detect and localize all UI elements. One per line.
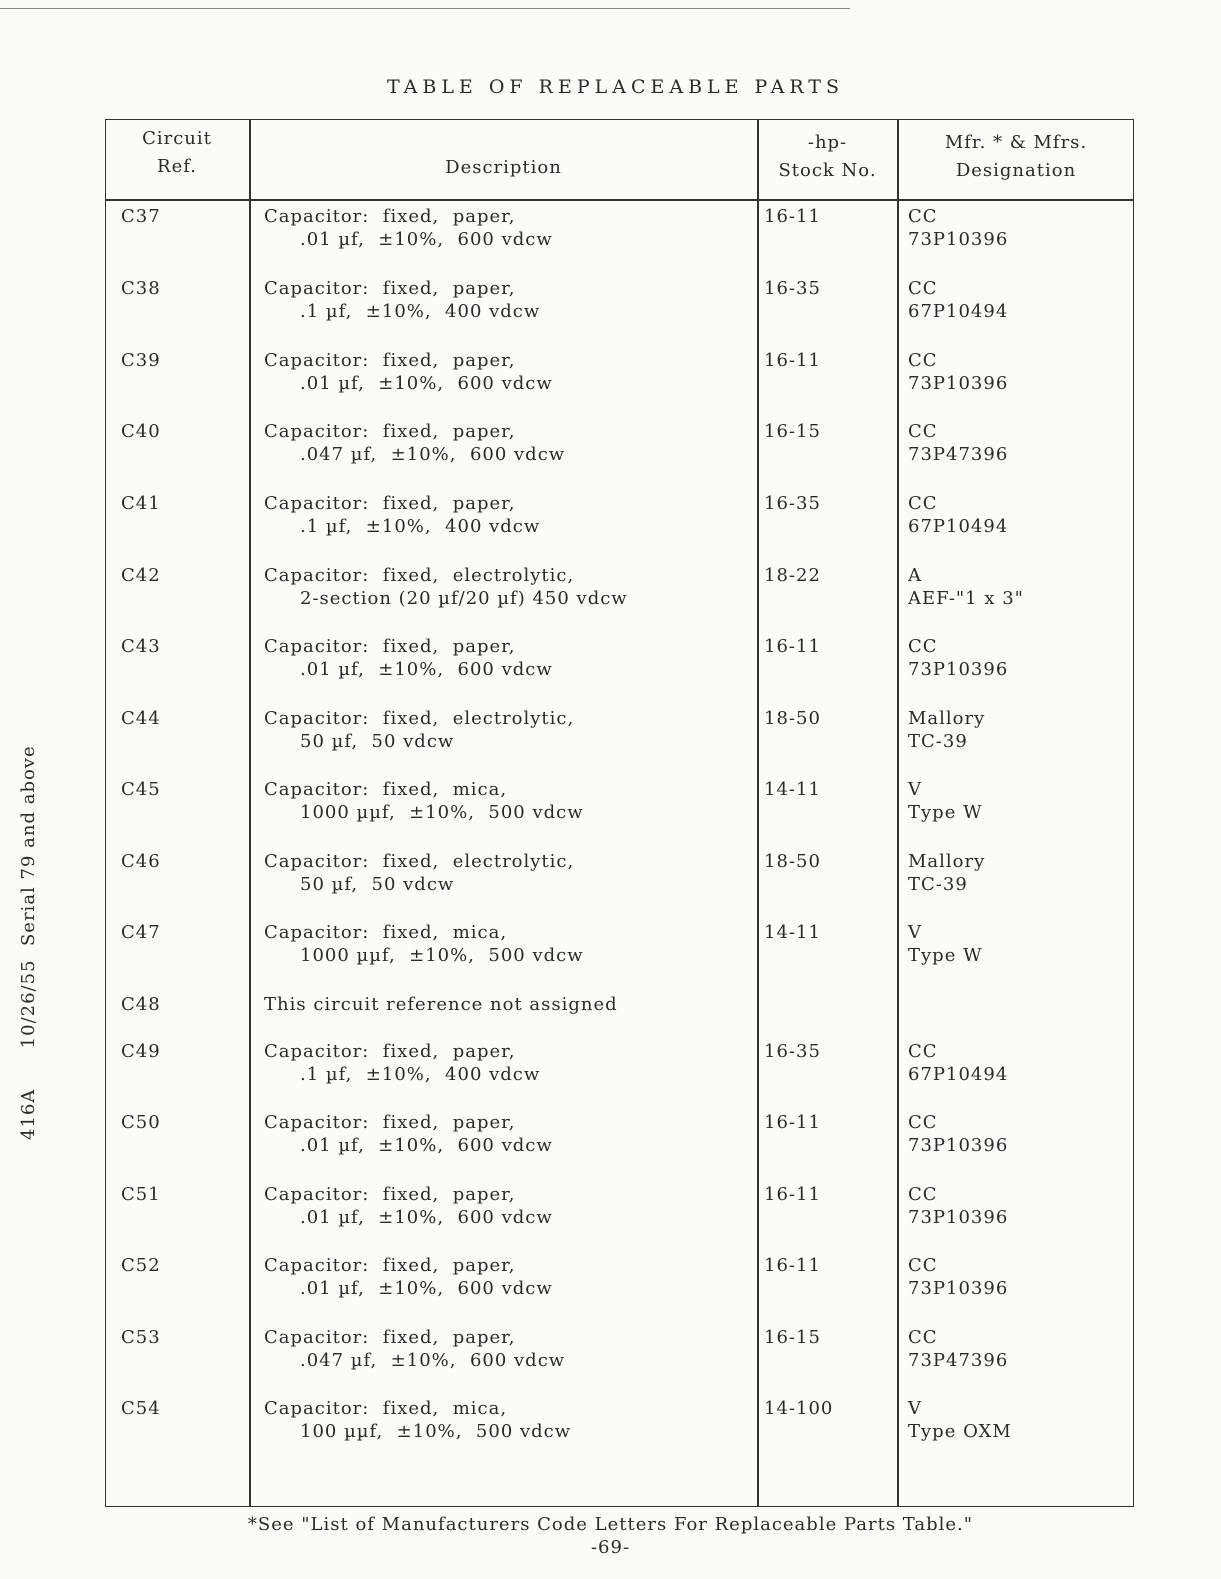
- stock-number: 16-15: [764, 1327, 821, 1348]
- description-line: 2-section (20 µf/20 µf) 450 vdcw: [300, 588, 628, 609]
- description-line: This circuit reference not assigned: [264, 994, 618, 1015]
- manufacturer-designation: [908, 205, 1008, 251]
- designation: 73P47396: [908, 444, 1009, 465]
- manufacturer-code: V: [908, 779, 922, 800]
- description-line: .01 µf, ±10%, 600 vdcw: [300, 659, 553, 680]
- stock-number: 18-50: [764, 708, 821, 729]
- circuit-ref: C38: [121, 278, 161, 299]
- stock-number: 16-11: [764, 206, 821, 227]
- table-row: [105, 1040, 1134, 1112]
- manufacturer-code: CC: [908, 421, 938, 442]
- circuit-ref: C49: [121, 1041, 161, 1062]
- circuit-ref: C39: [121, 350, 161, 371]
- manufacturer-designation: [908, 850, 985, 896]
- manufacturer-code: CC: [908, 350, 938, 371]
- table-row: [105, 349, 1134, 421]
- description-line: .01 µf, ±10%, 600 vdcw: [300, 1207, 553, 1228]
- circuit-ref: C50: [121, 1112, 161, 1133]
- header-text: Stock No.: [778, 160, 877, 181]
- circuit-ref: C47: [121, 922, 161, 943]
- manufacturer-code: CC: [908, 1327, 938, 1348]
- manufacturer-code: Mallory: [908, 708, 986, 729]
- description: [264, 349, 553, 395]
- designation: TC-39: [908, 731, 968, 752]
- manufacturer-designation: [908, 1040, 1008, 1086]
- header-divider: [105, 199, 1134, 201]
- manufacturer-designation: [908, 349, 1008, 395]
- stock-number: 16-35: [764, 493, 821, 514]
- description-line: Capacitor: fixed, paper,: [264, 1327, 516, 1348]
- manufacturer-code: V: [908, 922, 922, 943]
- stock-number: 14-11: [764, 922, 821, 943]
- description: [264, 635, 553, 681]
- designation: 73P10396: [908, 229, 1009, 250]
- manufacturer-designation: [908, 707, 985, 753]
- description-line: Capacitor: fixed, paper,: [264, 421, 516, 442]
- designation: 73P10396: [908, 1135, 1009, 1156]
- circuit-ref: C52: [121, 1255, 161, 1276]
- description-line: .01 µf, ±10%, 600 vdcw: [300, 1135, 553, 1156]
- table-row: [105, 850, 1134, 922]
- manufacturer-designation: [908, 1254, 1008, 1300]
- manufacturer-code: CC: [908, 493, 938, 514]
- designation: 67P10494: [908, 1064, 1009, 1085]
- description: [264, 277, 540, 323]
- header-manufacturer: [898, 129, 1134, 185]
- circuit-ref: C48: [121, 994, 161, 1015]
- description-line: Capacitor: fixed, paper,: [264, 350, 516, 371]
- table-row: [105, 564, 1134, 636]
- designation: Type OXM: [908, 1421, 1012, 1442]
- side-note: 416A 10/26/55 Serial 79 and above: [18, 745, 39, 1140]
- description-line: 100 µµf, ±10%, 500 vdcw: [300, 1421, 572, 1442]
- description-line: Capacitor: fixed, mica,: [264, 922, 508, 943]
- manufacturer-code: CC: [908, 1184, 938, 1205]
- manufacturer-designation: [908, 420, 1008, 466]
- description-line: .1 µf, ±10%, 400 vdcw: [300, 301, 541, 322]
- designation: 67P10494: [908, 301, 1009, 322]
- description: [264, 1040, 540, 1086]
- circuit-ref: C43: [121, 636, 161, 657]
- designation: 73P10396: [908, 373, 1009, 394]
- stock-number: 16-11: [764, 1255, 821, 1276]
- circuit-ref: C37: [121, 206, 161, 227]
- description-line: Capacitor: fixed, electrolytic,: [264, 851, 575, 872]
- stock-number: 18-22: [764, 565, 821, 586]
- description-line: .01 µf, ±10%, 600 vdcw: [300, 373, 553, 394]
- circuit-ref: C42: [121, 565, 161, 586]
- manufacturer-designation: [908, 277, 1008, 323]
- description: [264, 492, 540, 538]
- header-description: Description: [445, 157, 562, 178]
- circuit-ref: C40: [121, 421, 161, 442]
- table-row: [105, 1397, 1134, 1469]
- description: [264, 850, 574, 896]
- designation: AEF-"1 x 3": [908, 588, 1024, 609]
- table-row: [105, 921, 1134, 993]
- manufacturer-designation: [908, 1397, 1012, 1443]
- designation: Type W: [908, 802, 983, 823]
- description-line: Capacitor: fixed, paper,: [264, 278, 516, 299]
- circuit-ref: C53: [121, 1327, 161, 1348]
- top-rule: [0, 8, 850, 9]
- manufacturer-designation: [908, 1183, 1008, 1229]
- description-line: 1000 µµf, ±10%, 500 vdcw: [300, 945, 584, 966]
- table-row: [105, 635, 1134, 707]
- manufacturer-code: Mallory: [908, 851, 986, 872]
- manufacturer-designation: [908, 564, 1024, 610]
- description-line: .1 µf, ±10%, 400 vdcw: [300, 1064, 541, 1085]
- stock-number: 14-11: [764, 779, 821, 800]
- description-line: .01 µf, ±10%, 600 vdcw: [300, 1278, 553, 1299]
- description-line: 1000 µµf, ±10%, 500 vdcw: [300, 802, 584, 823]
- footnote: *See "List of Manufacturers Code Letters For Replaceable Parts Table.": [247, 1514, 974, 1535]
- description-line: 50 µf, 50 vdcw: [300, 874, 455, 895]
- description-line: .01 µf, ±10%, 600 vdcw: [300, 229, 553, 250]
- table-row: [105, 1326, 1134, 1398]
- designation: 73P10396: [908, 1207, 1009, 1228]
- table-row: [105, 277, 1134, 349]
- manufacturer-designation: [908, 492, 1008, 538]
- description-line: Capacitor: fixed, paper,: [264, 1041, 516, 1062]
- description-line: Capacitor: fixed, paper,: [264, 1112, 516, 1133]
- stock-number: 16-11: [764, 636, 821, 657]
- circuit-ref: C41: [121, 493, 161, 514]
- description: [264, 1111, 553, 1157]
- table-row: [105, 707, 1134, 779]
- description: [264, 205, 553, 251]
- header-circuit-ref: [105, 125, 249, 181]
- designation: Type W: [908, 945, 983, 966]
- manufacturer-designation: [908, 635, 1008, 681]
- stock-number: 16-15: [764, 421, 821, 442]
- stock-number: 16-11: [764, 350, 821, 371]
- manufacturer-designation: [908, 1326, 1008, 1372]
- description: [264, 993, 618, 1016]
- manufacturer-designation: [908, 921, 983, 967]
- description: [264, 420, 565, 466]
- designation: 73P10396: [908, 659, 1009, 680]
- manufacturer-designation: [908, 1111, 1008, 1157]
- description: [264, 1326, 565, 1372]
- header-text: Ref.: [157, 156, 197, 177]
- stock-number: 18-50: [764, 851, 821, 872]
- stock-number: 16-11: [764, 1184, 821, 1205]
- header-text: Circuit: [142, 128, 212, 149]
- manufacturer-code: CC: [908, 206, 938, 227]
- description-line: .047 µf, ±10%, 600 vdcw: [300, 444, 566, 465]
- designation: 67P10494: [908, 516, 1009, 537]
- manufacturer-code: CC: [908, 1255, 938, 1276]
- manufacturer-code: V: [908, 1398, 922, 1419]
- description-line: Capacitor: fixed, mica,: [264, 1398, 508, 1419]
- circuit-ref: C46: [121, 851, 161, 872]
- table-row: [105, 1254, 1134, 1326]
- description: [264, 778, 584, 824]
- manufacturer-code: CC: [908, 278, 938, 299]
- page-title: TABLE OF REPLACEABLE PARTS: [387, 76, 844, 98]
- description: [264, 1183, 553, 1229]
- description-line: .1 µf, ±10%, 400 vdcw: [300, 516, 541, 537]
- description: [264, 564, 628, 610]
- designation: 73P47396: [908, 1350, 1009, 1371]
- table-row: [105, 1183, 1134, 1255]
- description-line: Capacitor: fixed, electrolytic,: [264, 708, 575, 729]
- table-row: [105, 778, 1134, 850]
- description-line: Capacitor: fixed, paper,: [264, 1184, 516, 1205]
- description-line: Capacitor: fixed, electrolytic,: [264, 565, 575, 586]
- description: [264, 921, 584, 967]
- designation: TC-39: [908, 874, 968, 895]
- designation: 73P10396: [908, 1278, 1009, 1299]
- table-row: [105, 420, 1134, 492]
- header-text: Mfr. * & Mfrs.: [944, 132, 1088, 153]
- table-row: [105, 205, 1134, 277]
- manufacturer-code: A: [908, 565, 922, 586]
- circuit-ref: C51: [121, 1184, 161, 1205]
- circuit-ref: C54: [121, 1398, 161, 1419]
- circuit-ref: C44: [121, 708, 161, 729]
- manufacturer-code: CC: [908, 1041, 938, 1062]
- manufacturer-code: CC: [908, 636, 938, 657]
- circuit-ref: C45: [121, 779, 161, 800]
- description: [264, 1397, 571, 1443]
- header-text: -hp-: [807, 132, 848, 153]
- header-stock-no: [758, 129, 897, 185]
- header-text: Designation: [955, 160, 1077, 181]
- stock-number: 16-11: [764, 1112, 821, 1133]
- stock-number: 16-35: [764, 278, 821, 299]
- description-line: Capacitor: fixed, paper,: [264, 206, 516, 227]
- stock-number: 16-35: [764, 1041, 821, 1062]
- manufacturer-designation: [908, 778, 983, 824]
- description: [264, 707, 574, 753]
- description-line: Capacitor: fixed, paper,: [264, 1255, 516, 1276]
- manufacturer-code: CC: [908, 1112, 938, 1133]
- stock-number: 14-100: [764, 1398, 834, 1419]
- page-number: -69-: [590, 1537, 631, 1558]
- description-line: 50 µf, 50 vdcw: [300, 731, 455, 752]
- description-line: Capacitor: fixed, paper,: [264, 493, 516, 514]
- table-row: [105, 492, 1134, 564]
- description-line: Capacitor: fixed, mica,: [264, 779, 508, 800]
- description: [264, 1254, 553, 1300]
- description-line: .047 µf, ±10%, 600 vdcw: [300, 1350, 566, 1371]
- description-line: Capacitor: fixed, paper,: [264, 636, 516, 657]
- table-row: [105, 1111, 1134, 1183]
